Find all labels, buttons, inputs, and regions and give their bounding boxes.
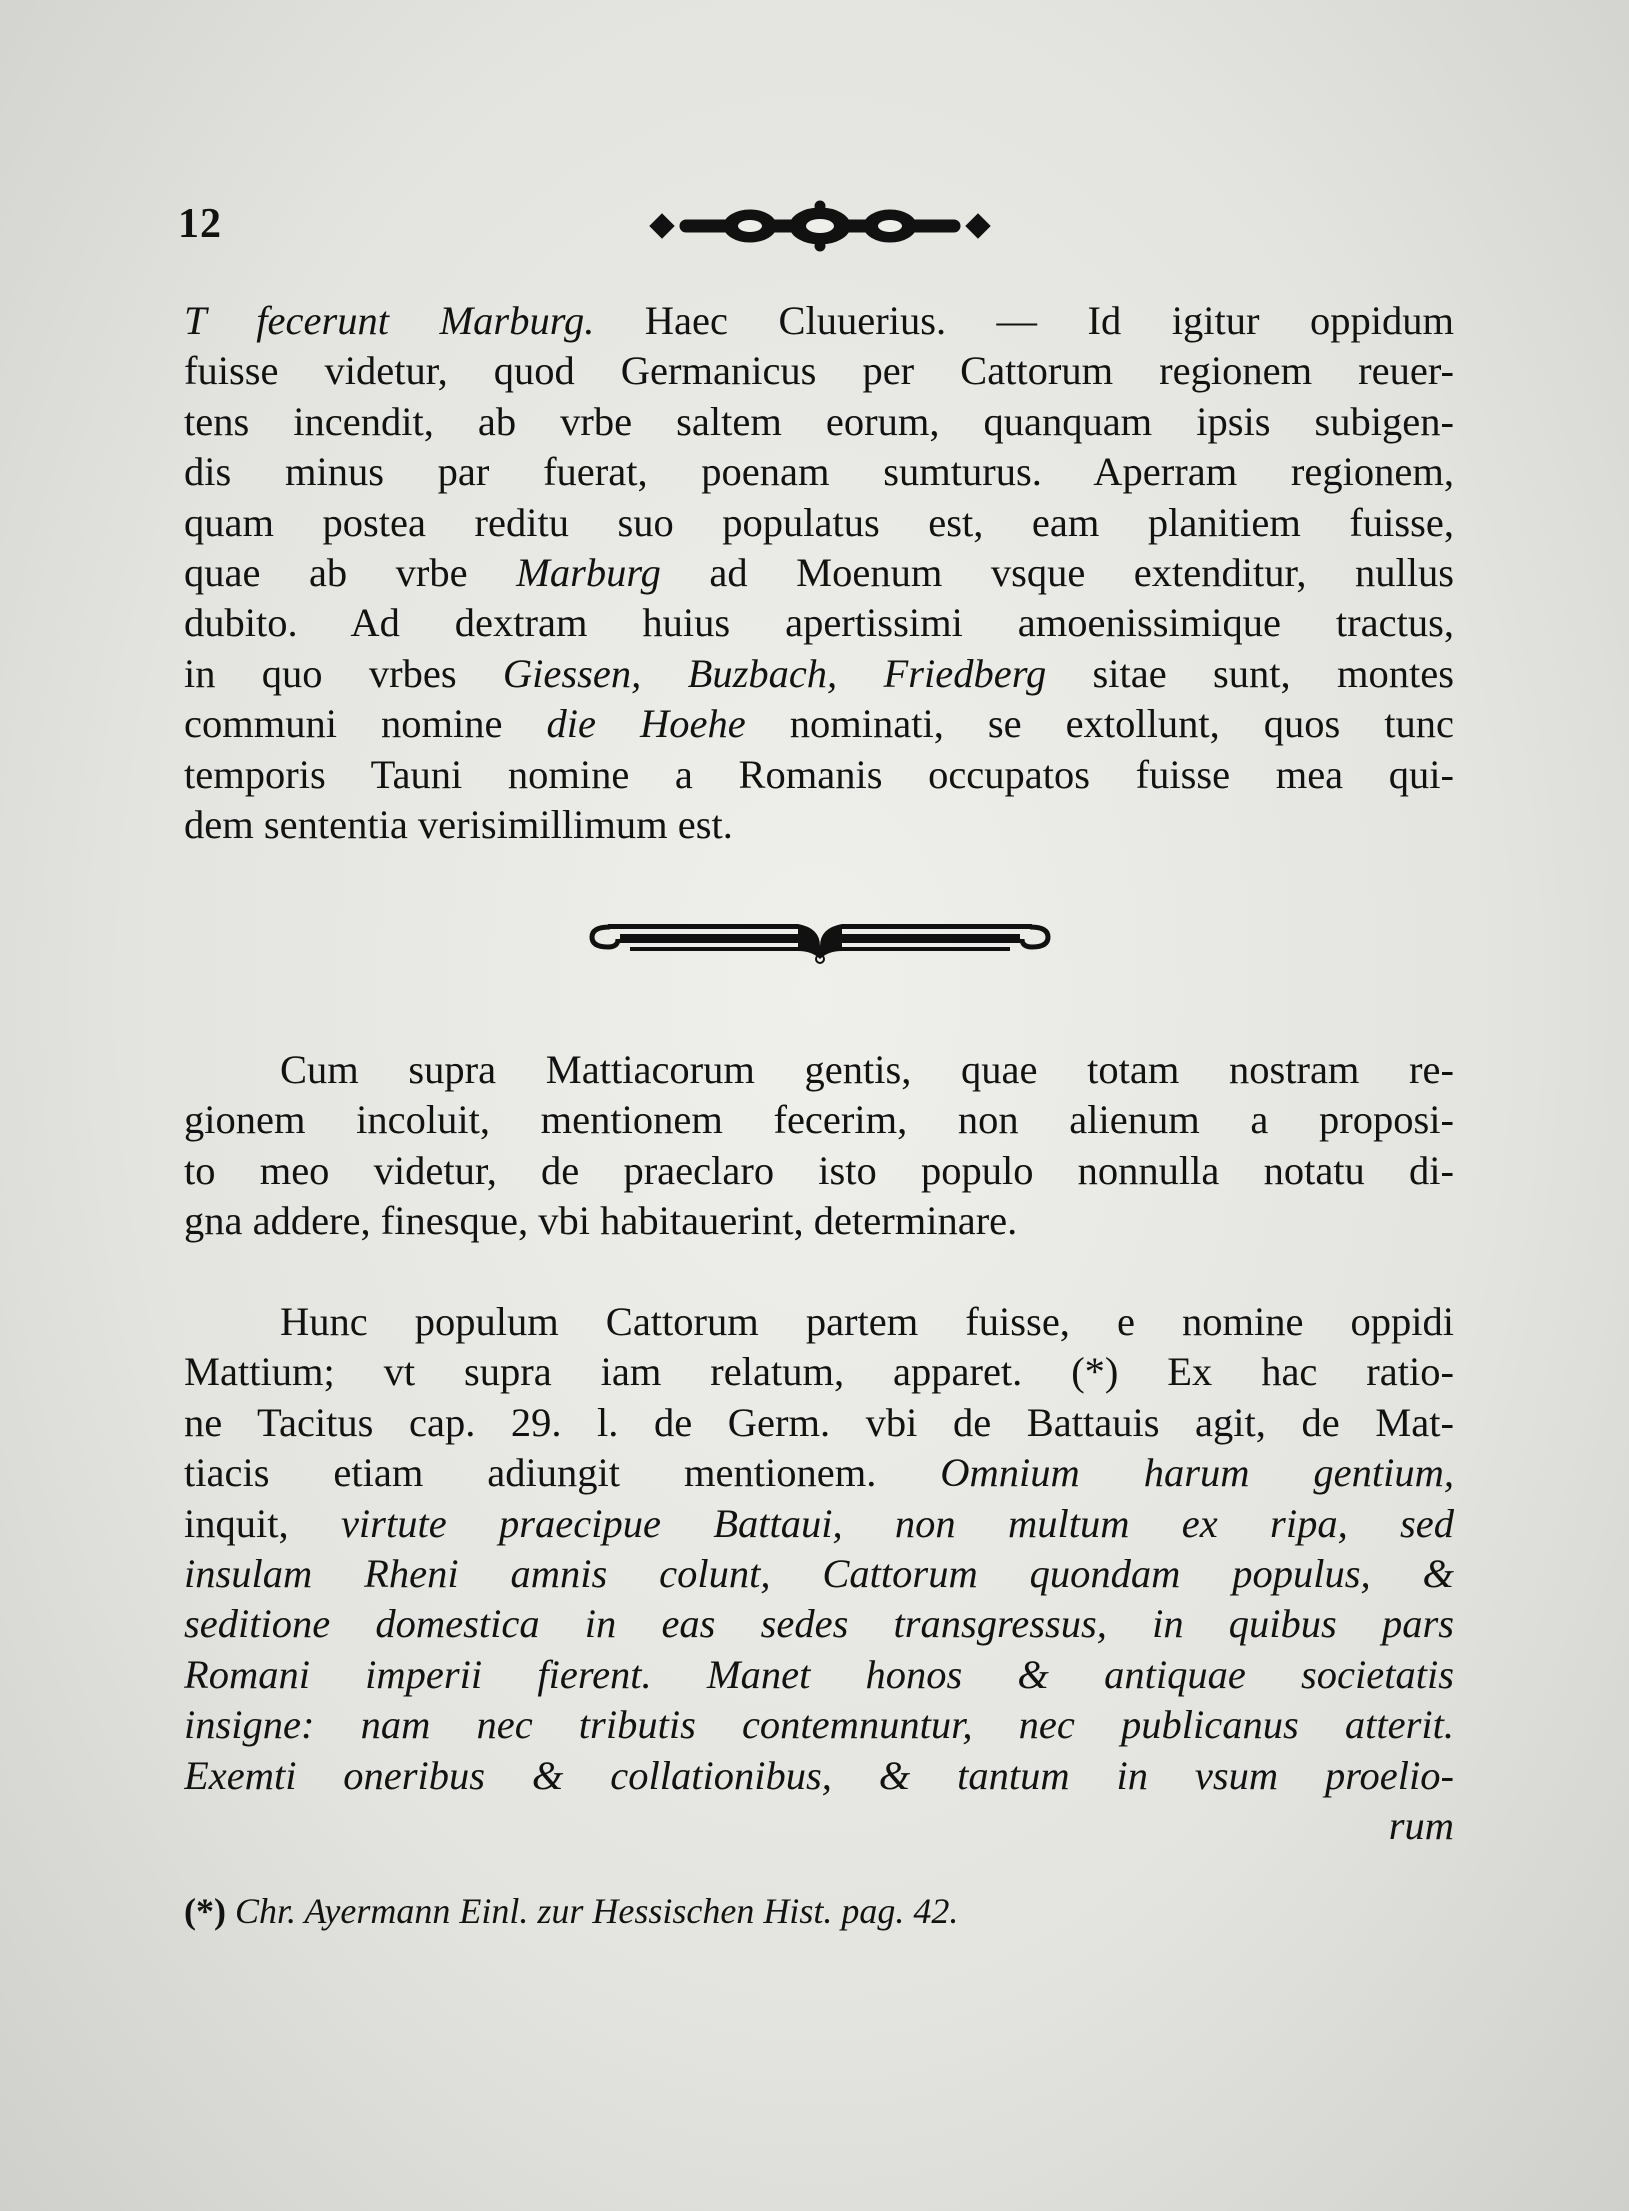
text-line: gna addere, finesque, vbi habitauerint, determinare. (184, 1198, 1018, 1244)
text-line: fuisse videtur, quod Germanicus per Cattorum regionem reuer- (184, 348, 1454, 394)
footnote-marker: (*) (184, 1891, 226, 1931)
text-line (184, 548, 1454, 598)
text-line: dem sententia verisimillimum est. (184, 802, 733, 848)
text-run: T fecerunt Marburg. (184, 298, 595, 343)
text-run: nominati, se extollunt, quos tunc (745, 701, 1454, 747)
text-line: dubito. Ad dextram huius apertissimi amoenissimique tractus, (184, 600, 1454, 646)
text-line: insigne: nam nec tributis contemnuntur, nec publicanus atterit. (184, 1702, 1454, 1748)
text-run: inquit, (184, 1500, 289, 1546)
text-run: communi nomine (184, 701, 547, 747)
text-run: tiacis etiam adiungit mentionem. (184, 1450, 877, 1496)
text-line (184, 699, 1454, 749)
page-number: 12 (178, 201, 222, 247)
text-line: insulam Rheni amnis colunt, Cattorum quondam populus, & (184, 1551, 1454, 1597)
text-run: Marburg (516, 550, 661, 596)
text-line: dis minus par fuerat, poenam sumturus. Aperram regionem, (184, 449, 1454, 495)
divider-ornament-icon (580, 905, 1060, 965)
text-line (184, 649, 1454, 699)
text-run: ad Moenum vsque extenditur, nullus (660, 550, 1454, 596)
text-line: ne Tacitus cap. 29. l. de Germ. vbi de Battauis agit, de Mat- (184, 1399, 1454, 1445)
text-line (184, 296, 1454, 346)
text-line: Hunc populum Cattorum partem fuisse, e nomine oppidi (280, 1299, 1454, 1344)
paragraph-1 (184, 296, 1454, 850)
text-line: tens incendit, ab vrbe saltem eorum, quanquam ipsis subigen- (184, 398, 1454, 444)
footnote (184, 1890, 958, 1932)
top-ornament-icon (640, 196, 1000, 256)
text-run: Omnium harum gentium, (940, 1450, 1454, 1496)
text-run: virtute praecipue Battaui, non multum ex ripa, sed (340, 1500, 1454, 1546)
text-line: quam postea reditu suo populatus est, eam planitiem fuisse, (184, 499, 1454, 545)
text-run: die Hoehe (546, 701, 746, 747)
text-run: Haec Cluuerius. — Id igitur oppidum (594, 298, 1454, 343)
text-run: Giessen, (502, 650, 642, 696)
text-run (641, 651, 687, 696)
paragraph-2 (184, 1045, 1454, 1247)
text-line: seditione domestica in eas sedes transgressus, in quibus pars (184, 1601, 1454, 1647)
text-line: Cum supra Mattiacorum gentis, quae totam nostram re- (280, 1047, 1454, 1092)
text-line (184, 1499, 1454, 1549)
text-line: Exemti oneribus & collationibus, & tantum in vsum proelio- (184, 1752, 1454, 1798)
text-run: sitae sunt, montes (1046, 650, 1454, 696)
catchword: rum (1388, 1803, 1454, 1849)
text-line: to meo videtur, de praeclaro isto populo nonnulla notatu di- (184, 1147, 1454, 1193)
text-line: Romani imperii fierent. Manet honos & antiquae societatis (184, 1651, 1454, 1697)
text-run: Buzbach, Friedberg (687, 650, 1047, 696)
text-run: quae ab vrbe (184, 550, 517, 596)
text-line (184, 1448, 1454, 1498)
text-line: Mattium; vt supra iam relatum, apparet. (*) Ex hac ratio- (184, 1349, 1454, 1395)
text-line: gionem incoluit, mentionem fecerim, non alienum a proposi- (184, 1097, 1454, 1143)
paragraph-3 (184, 1297, 1454, 1851)
text-run: in quo vrbes (184, 650, 503, 696)
text-line: temporis Tauni nomine a Romanis occupatos fuisse mea qui- (184, 751, 1454, 797)
footnote-text: Chr. Ayermann Einl. zur Hessischen Hist. pag. 42. (234, 1891, 959, 1931)
